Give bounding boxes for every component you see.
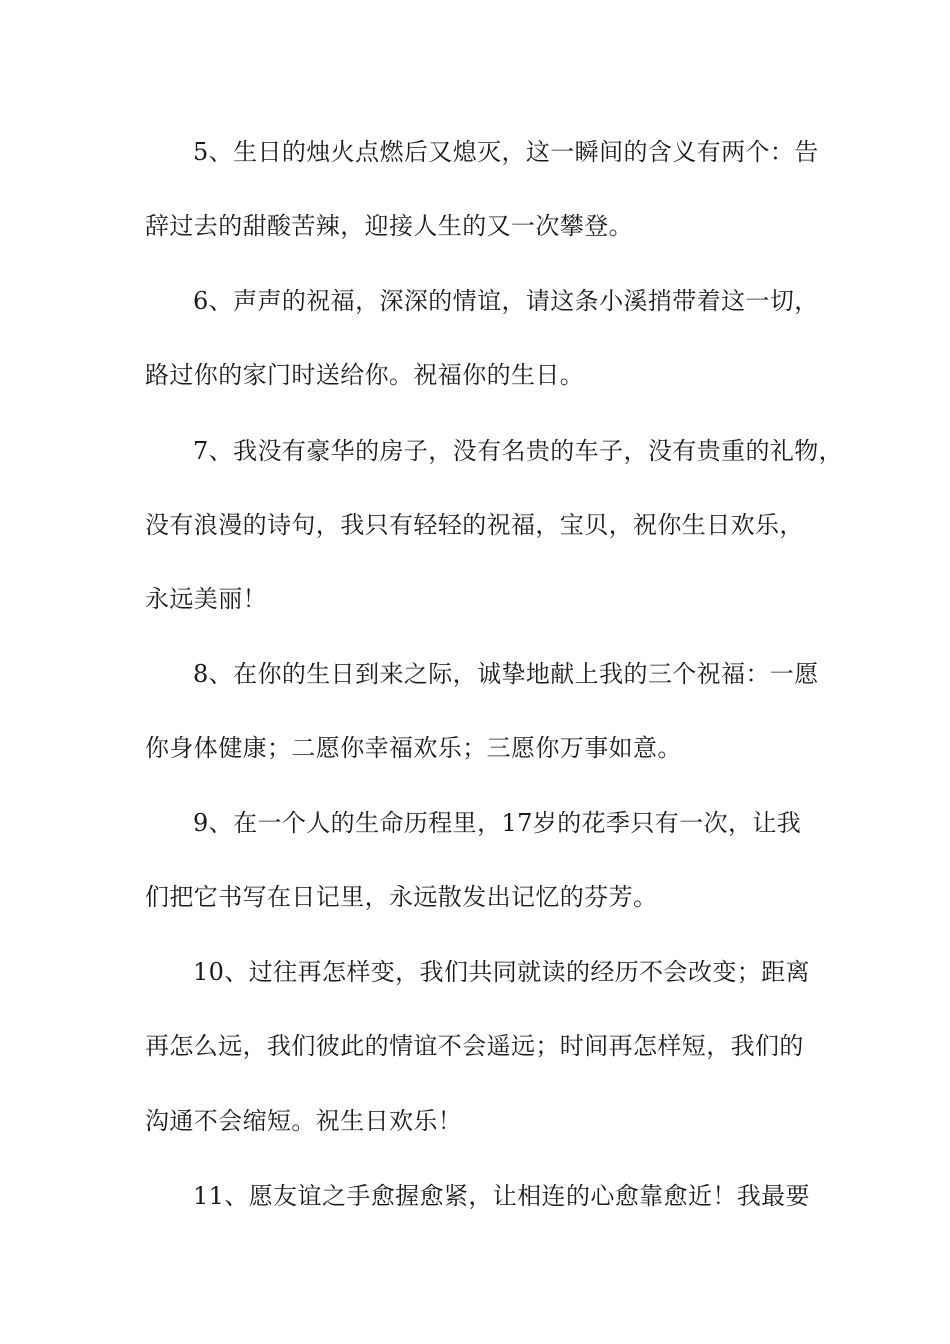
- wish-10-line-1: 10、过往再怎样变，我们共同就读的经历不会改变；距离: [193, 958, 810, 986]
- wish-5-line-2: 辞过去的甜酸苦辣，迎接人生的又一次攀登。: [145, 212, 633, 240]
- wish-10-line-3: 沟通不会缩短。祝生日欢乐！: [145, 1107, 463, 1135]
- wish-9-line-2: 们把它书写在日记里，永远散发出记忆的芬芳。: [145, 883, 658, 911]
- wish-7-line-1: 7、我没有豪华的房子，没有名贵的车子，没有贵重的礼物，: [193, 437, 844, 465]
- wish-6-line-2: 路过你的家门时送给你。祝福你的生日。: [145, 361, 585, 389]
- wish-6-line-1: 6、声声的祝福，深深的情谊，请这条小溪捎带着这一切，: [193, 287, 819, 315]
- wish-8-line-1: 8、在你的生日到来之际，诚挚地献上我的三个祝福：一愿: [193, 660, 819, 688]
- wish-8-line-2: 你身体健康；二愿你幸福欢乐；三愿你万事如意。: [145, 734, 682, 762]
- wish-5-line-1: 5、生日的烛火点燃后又熄灭，这一瞬间的含义有两个：告: [193, 138, 819, 166]
- wish-7-line-3: 永远美丽！: [145, 585, 267, 613]
- wish-10-line-2: 再怎么远，我们彼此的情谊不会遥远；时间再怎样短，我们的: [145, 1032, 804, 1060]
- wish-11-line-1: 11、愿友谊之手愈握愈紧，让相连的心愈靠愈近！我最要: [193, 1182, 810, 1210]
- wish-9-line-1: 9、在一个人的生命历程里，17岁的花季只有一次，让我: [193, 809, 802, 837]
- wish-7-line-2: 没有浪漫的诗句，我只有轻轻的祝福，宝贝，祝你生日欢乐，: [145, 511, 804, 539]
